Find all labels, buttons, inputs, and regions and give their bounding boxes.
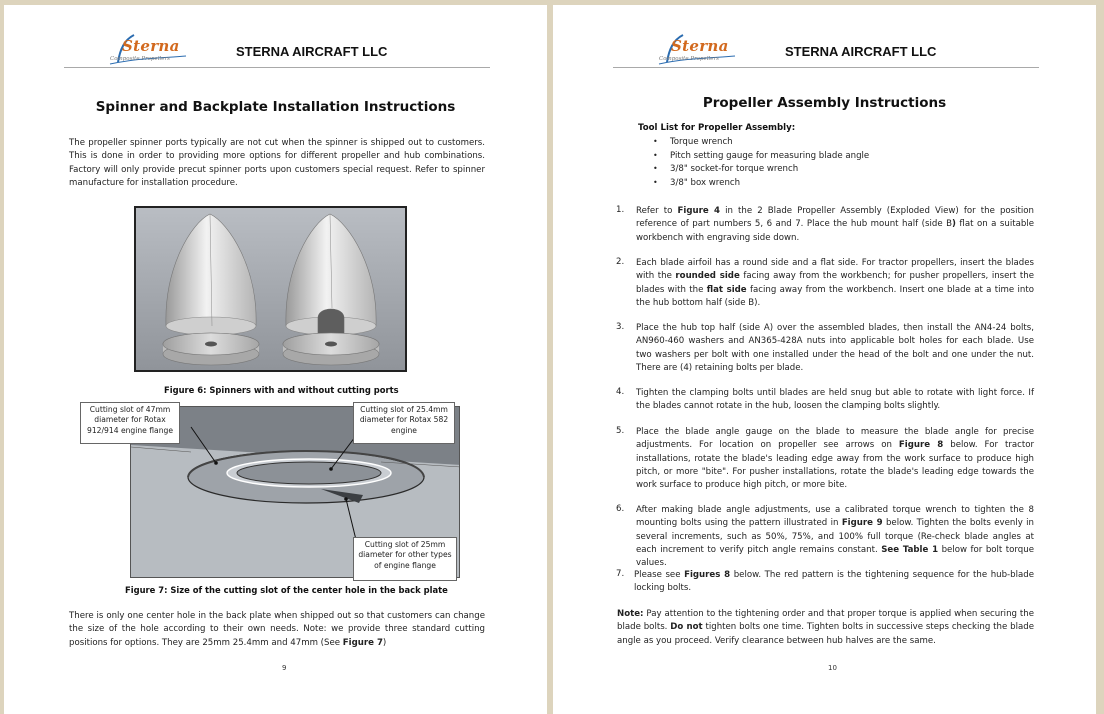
step-2-text [636, 257, 1034, 310]
document-page-right [553, 5, 1096, 714]
bullet-icon: • [653, 151, 658, 160]
logo-tagline: Composite Propellers [659, 56, 720, 62]
figures-8-reference: Figures 8 [684, 570, 731, 580]
sterna-logo [657, 34, 737, 66]
tool-item: 3/8" box wrench [670, 178, 741, 188]
company-name: STERNA AIRCRAFT LLC [785, 44, 937, 59]
step-number: 7. [616, 569, 625, 579]
bullet-icon: • [653, 178, 658, 187]
logo-tagline: Composite Propellers [110, 56, 171, 62]
step-text: Each blade airfoil has a round side and a flat side. For tractor propellers, insert the blades with the [636, 258, 1034, 282]
step-text: in the 2 Blade Propeller Assembly (Exploded View) for the position reference of part numbers 5, 6 and 7. Place the hub mount half (side B [636, 206, 1034, 230]
figure-7-reference: Figure 7 [342, 637, 383, 648]
step-3-text: Place the hub top half (side A) over the assembled blades, then install the AN4-24 bolts, AN960-460 washers and AN365-428A nuts into applicable bolt holes for each blade. Use two washers per bolt with one installed under the head of the bolt and one under the nut. There are (4) retaining bolts per blade. [636, 323, 1034, 373]
step-text-bold: ) [952, 219, 956, 230]
bullet-icon: • [653, 164, 658, 173]
step-text: Refer to [636, 206, 678, 216]
page-header [64, 37, 490, 68]
bullet-icon: • [653, 137, 658, 146]
step-number: 6. [616, 504, 625, 514]
step-text: below. Tighten the bolts evenly in several increments, such as 50%, 75%, and 100% full torque (Re-check blade angles at each increment to verify pitch angle remains constant. [636, 518, 1034, 555]
step-number: 4. [616, 387, 625, 397]
step-number: 3. [616, 322, 625, 332]
figure-6-image [134, 206, 407, 372]
page-number: 10 [828, 664, 837, 672]
step-number: 1. [616, 205, 625, 215]
step-text: below. For tractor installations, rotate the blade's leading edge away from the work surface to produce high pitch, or more "bite". For pusher installations, rotate the blade's leading edge towards the work surface to produce high pitch, or more bite. [636, 440, 1035, 491]
step-5-text [636, 426, 1034, 492]
step-text: Please see [634, 570, 685, 580]
logo-wordmark: Sterna [671, 37, 729, 55]
step-number: 2. [616, 257, 625, 267]
backplate-text-end: ) [382, 637, 387, 648]
tool-list-title: Tool List for Propeller Assembly: [638, 123, 796, 133]
figure-4-reference: Figure 4 [677, 206, 721, 216]
callout-25mm: Cutting slot of 25mm diameter for other types of engine flange [353, 537, 457, 581]
backplate-paragraph [69, 610, 485, 650]
figure-7-caption: Figure 7: Size of the cutting slot of the center hole in the back plate [125, 585, 448, 595]
tool-item: 3/8" socket-for torque wrench [670, 164, 799, 174]
page-title: Propeller Assembly Instructions [702, 95, 947, 111]
step-text: below. The red pattern is the tightening sequence for the hub-blade locking bolts. [634, 570, 1034, 594]
step-4-text: Tighten the clamping bolts until blades are held snug but able to rotate with light force. If the blades cannot rotate in the hub, loosen the clamping bolts slightly. [636, 388, 1034, 412]
step-number: 5. [616, 426, 625, 436]
table-1-reference: See Table 1 [881, 544, 939, 555]
figure-9-reference: Figure 9 [841, 518, 883, 529]
step-text: facing away from the workbench; for pusher propellers, insert the blades with the [636, 271, 1034, 295]
figure-6-caption: Figure 6: Spinners with and without cutting ports [164, 385, 399, 395]
rounded-side-emphasis: rounded side [675, 271, 740, 282]
page-title: Spinner and Backplate Installation Instructions [95, 99, 456, 115]
company-name: STERNA AIRCRAFT LLC [236, 44, 388, 59]
note-text: Pay attention to the tightening order and that proper torque is applied when securing the blade bolts. [617, 609, 1034, 633]
logo-wordmark: Sterna [122, 37, 180, 55]
intro-paragraph: The propeller spinner ports typically are not cut when the spinner is shipped out to customers. This is done in order to providing more options for different propeller and hub combinations. Factory will only provide precut spinner ports upon customers special request. Refer to spinner manufacture for installation procedure. [69, 138, 485, 188]
callout-47mm: Cutting slot of 47mm diameter for Rotax 912/914 engine flange [80, 402, 180, 444]
step-7-text [634, 569, 1034, 596]
step-text: flat on a suitable workbench with engraving side down. [636, 219, 1034, 243]
step-text: After making blade angle adjustments, use a calibrated torque wrench to tighten the 8 mounting bolts using the pattern illustrated in [636, 505, 1034, 529]
figure-8-reference: Figure 8 [898, 440, 944, 451]
tool-item: Torque wrench [670, 137, 733, 147]
step-text: facing away from the workbench. Insert one blade at a time into the hub bottom half (side B). [636, 284, 1035, 308]
step-text: Place the blade angle gauge on the blade to measure the blade angle for precise adjustments. For location on propeller see arrows on [636, 427, 1034, 451]
page-number: 9 [282, 664, 287, 672]
tool-item: Pitch setting gauge for measuring blade angle [670, 151, 870, 161]
step-text: below for bolt torque values. [636, 544, 1034, 569]
do-not-emphasis: Do not [670, 622, 703, 633]
note-paragraph [617, 608, 1034, 648]
step-1-text [636, 205, 1034, 245]
callout-25-4mm: Cutting slot of 25.4mm diameter for Rotax 582 engine [353, 402, 455, 444]
flat-side-emphasis: flat side [706, 284, 747, 295]
note-text: tighten bolts one time. Tighten bolts in successive steps checking the blade angle as you proceed. Verify clearance between hub halves are the same. [617, 622, 1034, 646]
page-header [613, 37, 1039, 68]
backplate-text: There is only one center hole in the back plate when shipped out so that customers can change the size of the hole according to their own needs. Note: we provide three standard cutting positions for options. They are 25mm 25.4mm and 47mm (See [69, 611, 485, 648]
step-6-text [636, 504, 1034, 570]
document-page-left [4, 5, 547, 714]
note-label: Note: [617, 609, 644, 619]
sterna-logo [108, 34, 188, 66]
